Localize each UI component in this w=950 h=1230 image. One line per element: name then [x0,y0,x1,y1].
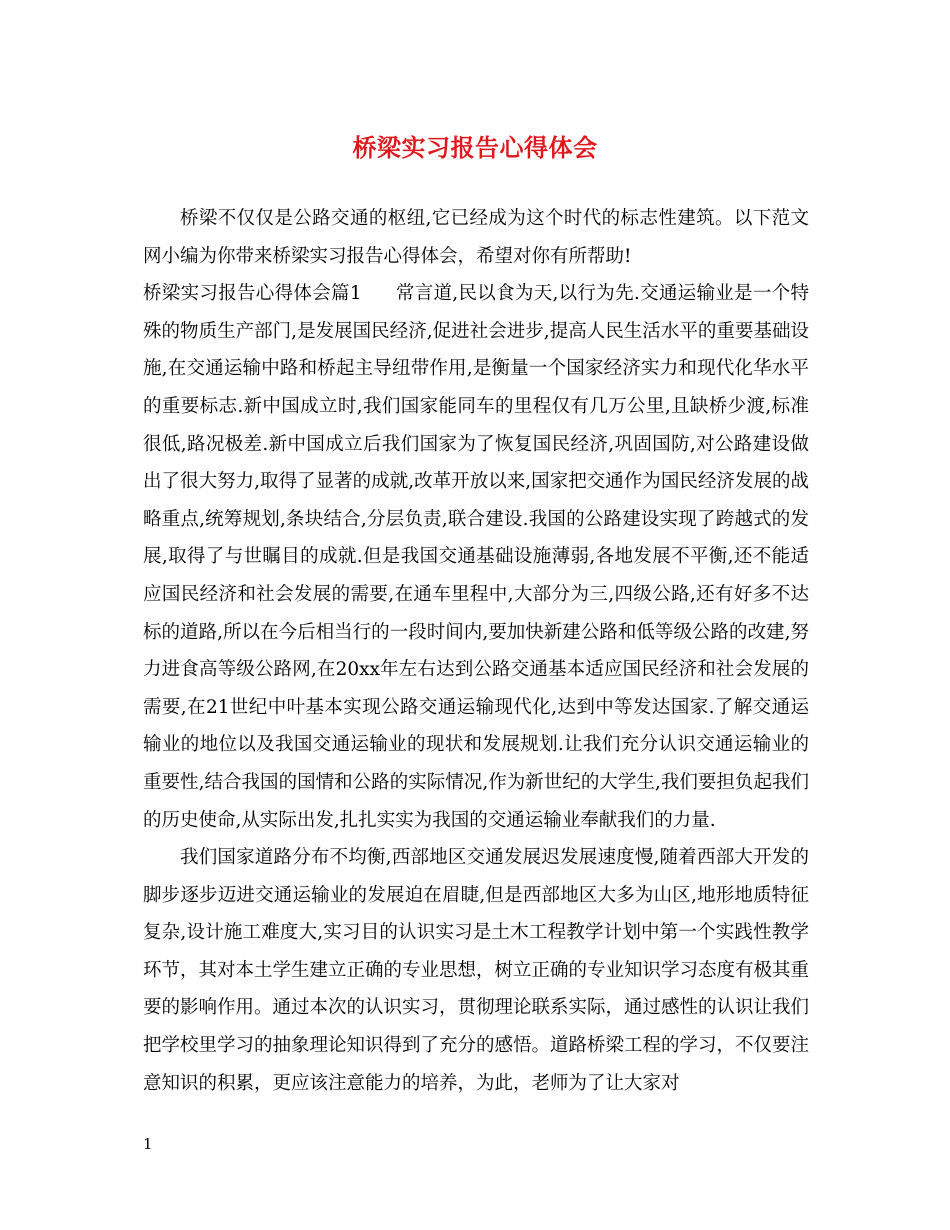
document-title: 桥梁实习报告心得体会 [352,133,598,162]
page-number: 1 [143,1135,153,1153]
paragraph-1-text: 常言道,民以食为天,以行为先.交通运输业是一个特殊的物质生产部门,是发展国民经济,促进社会进步,提高人民生活水平的重要基础设施,在交通运输中路和桥起主导纽带作用,是衡量一个国家经济实力和现代化华水平的重要标志.新中国成立时,我们国家能同车的里程仅有几万公里,且缺桥少渡,标准很低,路况极差.新中国成立后我们国家为了恢复国民经济,巩固国防,对公路建设做出了很大努力,取得了显著的成就,改革开放以来,国家把交通作为国民经济发展的战略重点,统筹规划,条块结合,分层负责,联合建设.我国的公路建设实现了跨越式的发展,取得了与世瞩目的成就.但是我国交通基础设施薄弱,各地发展不平衡,还不能适应国民经济和社会发展的需要,在通车里程中,大部分为三,四级公路,还有好多不达标的道路,所以在今后相当行的一段时间内,要加快新建公路和低等级公路的改建,努力进食高等级公路网,在20xx年左右达到公路交通基本适应国民经济和社会发展的需要,在21世纪中叶基本实现公路交通运输现代化,达到中等发达国家.了解交通运输业的地位以及我国交通运输业的现状和发展规划.让我们充分认识交通运输业的重要性,结合我国的国情和公路的实际情况,作为新世纪的大学生,我们要担负起我们的历史使命,从实际出发,扎扎实实为我国的交通运输业奉献我们的力量. [143,283,809,831]
document-body [143,200,809,1102]
intro-paragraph: 桥梁不仅仅是公路交通的枢纽,它已经成为这个时代的标志性建筑。以下范文网小编为你带来桥梁实习报告心得体会，希望对你有所帮助! [143,208,809,267]
section-paragraph-2: 我们国家道路分布不均衡,西部地区交通发展迟发展速度慢,随着西部大开发的脚步逐步迈进交通运输业的发展迫在眉睫,但是西部地区大多为山区,地形地质特征复杂,设计施工难度大,实习目的认识实习是土木工程教学计划中第一个实践性教学环节，其对本土学生建立正确的专业思想，树立正确的专业知识学习态度有极其重要的影响作用。通过本次的认识实习，贯彻理论联系实际，通过感性的认识让我们把学校里学习的抽象理论知识得到了充分的感悟。道路桥梁工程的学习，不仅要注意知识的积累，更应该注意能力的培养，为此，老师为了让大家对 [143,847,810,1094]
section-paragraph-1 [143,275,809,839]
section-heading: 桥梁实习报告心得体会篇1 [143,283,362,305]
